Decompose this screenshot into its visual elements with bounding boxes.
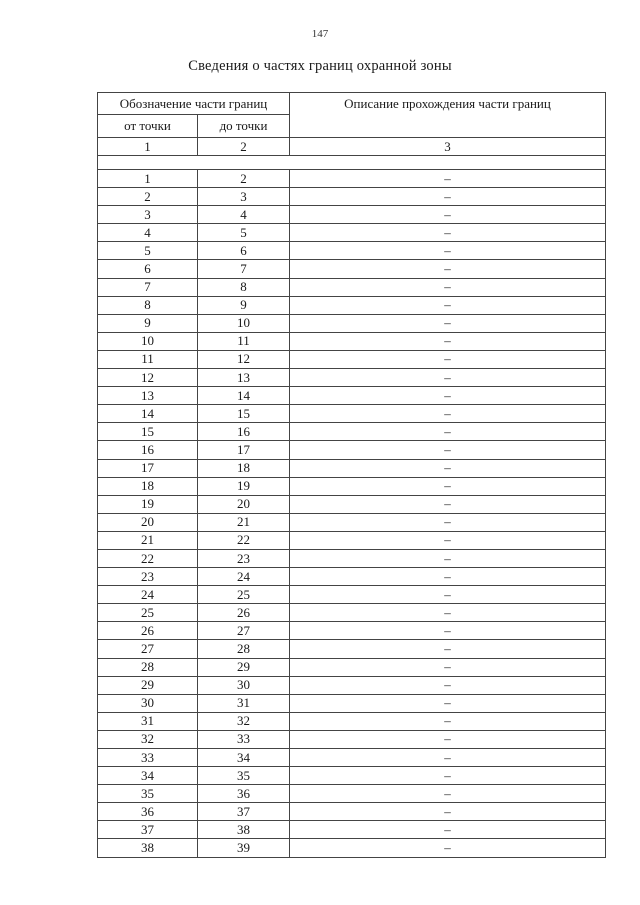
description-cell: – (290, 350, 606, 368)
from-point-cell: 14 (98, 405, 198, 423)
table-row (98, 531, 606, 549)
table-row (98, 568, 606, 586)
description-cell: – (290, 730, 606, 748)
to-point-cell: 23 (198, 549, 290, 567)
table-row (98, 839, 606, 857)
table-row (98, 278, 606, 296)
table-row (98, 459, 606, 477)
table-row (98, 224, 606, 242)
from-point-cell: 4 (98, 224, 198, 242)
to-point-cell: 37 (198, 803, 290, 821)
description-cell: – (290, 495, 606, 513)
table-body (98, 93, 606, 858)
table-row (98, 730, 606, 748)
from-point-cell: 6 (98, 260, 198, 278)
column-number-2: 2 (198, 138, 290, 156)
description-cell: – (290, 170, 606, 188)
description-cell: – (290, 206, 606, 224)
header-to-cell: до точки (198, 115, 290, 138)
to-point-cell: 14 (198, 387, 290, 405)
from-point-cell: 33 (98, 749, 198, 767)
table-row (98, 767, 606, 785)
column-number-1: 1 (98, 138, 198, 156)
description-cell: – (290, 531, 606, 549)
description-cell: – (290, 803, 606, 821)
from-point-cell: 25 (98, 604, 198, 622)
header-row (98, 93, 606, 115)
description-cell: – (290, 694, 606, 712)
description-cell: – (290, 568, 606, 586)
from-point-cell: 22 (98, 549, 198, 567)
description-cell: – (290, 640, 606, 658)
description-cell: – (290, 242, 606, 260)
description-cell: – (290, 387, 606, 405)
to-point-cell: 11 (198, 332, 290, 350)
to-point-cell: 29 (198, 658, 290, 676)
table-row (98, 423, 606, 441)
to-point-cell: 9 (198, 296, 290, 314)
to-point-cell: 24 (198, 568, 290, 586)
description-cell: – (290, 332, 606, 350)
page-number: 147 (311, 28, 329, 40)
from-point-cell: 37 (98, 821, 198, 839)
description-cell: – (290, 224, 606, 242)
to-point-cell: 7 (198, 260, 290, 278)
description-cell: – (290, 785, 606, 803)
header-description-cell: Описание прохождения части границ (290, 93, 606, 138)
table-row (98, 260, 606, 278)
to-point-cell: 38 (198, 821, 290, 839)
table-row (98, 658, 606, 676)
description-cell: – (290, 459, 606, 477)
description-cell: – (290, 314, 606, 332)
to-point-cell: 6 (198, 242, 290, 260)
to-point-cell: 39 (198, 839, 290, 857)
description-cell: – (290, 676, 606, 694)
from-point-cell: 18 (98, 477, 198, 495)
to-point-cell: 30 (198, 676, 290, 694)
to-point-cell: 4 (198, 206, 290, 224)
spacer-row (98, 156, 606, 170)
table-row (98, 513, 606, 531)
page-title: Сведения о частях границ охранной зоны (188, 58, 452, 74)
to-point-cell: 25 (198, 586, 290, 604)
header-from-cell: от точки (98, 115, 198, 138)
from-point-cell: 3 (98, 206, 198, 224)
from-point-cell: 29 (98, 676, 198, 694)
table-row (98, 821, 606, 839)
to-point-cell: 28 (198, 640, 290, 658)
description-cell: – (290, 658, 606, 676)
table-row (98, 749, 606, 767)
table-row (98, 604, 606, 622)
description-cell: – (290, 405, 606, 423)
to-point-cell: 2 (198, 170, 290, 188)
description-cell: – (290, 767, 606, 785)
from-point-cell: 35 (98, 785, 198, 803)
description-cell: – (290, 712, 606, 730)
to-point-cell: 35 (198, 767, 290, 785)
table-row (98, 803, 606, 821)
to-point-cell: 27 (198, 622, 290, 640)
to-point-cell: 10 (198, 314, 290, 332)
from-point-cell: 28 (98, 658, 198, 676)
description-cell: – (290, 622, 606, 640)
to-point-cell: 18 (198, 459, 290, 477)
from-point-cell: 34 (98, 767, 198, 785)
to-point-cell: 31 (198, 694, 290, 712)
to-point-cell: 33 (198, 730, 290, 748)
to-point-cell: 16 (198, 423, 290, 441)
table-row (98, 242, 606, 260)
boundary-table (97, 92, 606, 858)
table-row (98, 314, 606, 332)
from-point-cell: 16 (98, 441, 198, 459)
from-point-cell: 17 (98, 459, 198, 477)
description-cell: – (290, 477, 606, 495)
from-point-cell: 5 (98, 242, 198, 260)
from-point-cell: 13 (98, 387, 198, 405)
from-point-cell: 19 (98, 495, 198, 513)
description-cell: – (290, 821, 606, 839)
table-row (98, 350, 606, 368)
description-cell: – (290, 586, 606, 604)
to-point-cell: 19 (198, 477, 290, 495)
from-point-cell: 24 (98, 586, 198, 604)
table-row (98, 206, 606, 224)
table-row (98, 405, 606, 423)
from-point-cell: 15 (98, 423, 198, 441)
from-point-cell: 27 (98, 640, 198, 658)
table-row (98, 332, 606, 350)
table-row (98, 296, 606, 314)
from-point-cell: 8 (98, 296, 198, 314)
from-point-cell: 12 (98, 369, 198, 387)
from-point-cell: 32 (98, 730, 198, 748)
table-row (98, 640, 606, 658)
to-point-cell: 5 (198, 224, 290, 242)
header-group-cell: Обозначение части границ (98, 93, 290, 115)
to-point-cell: 8 (198, 278, 290, 296)
table-row (98, 586, 606, 604)
to-point-cell: 17 (198, 441, 290, 459)
description-cell: – (290, 369, 606, 387)
table-row (98, 369, 606, 387)
from-point-cell: 9 (98, 314, 198, 332)
column-number-3: 3 (290, 138, 606, 156)
description-cell: – (290, 296, 606, 314)
to-point-cell: 22 (198, 531, 290, 549)
to-point-cell: 15 (198, 405, 290, 423)
from-point-cell: 38 (98, 839, 198, 857)
to-point-cell: 3 (198, 188, 290, 206)
spacer-cell (98, 156, 606, 170)
from-point-cell: 2 (98, 188, 198, 206)
from-point-cell: 23 (98, 568, 198, 586)
table-row (98, 694, 606, 712)
table-row (98, 785, 606, 803)
from-point-cell: 30 (98, 694, 198, 712)
table-row (98, 477, 606, 495)
table-row (98, 188, 606, 206)
from-point-cell: 26 (98, 622, 198, 640)
to-point-cell: 12 (198, 350, 290, 368)
description-cell: – (290, 278, 606, 296)
to-point-cell: 20 (198, 495, 290, 513)
to-point-cell: 32 (198, 712, 290, 730)
to-point-cell: 21 (198, 513, 290, 531)
to-point-cell: 36 (198, 785, 290, 803)
description-cell: – (290, 839, 606, 857)
from-point-cell: 1 (98, 170, 198, 188)
from-point-cell: 11 (98, 350, 198, 368)
table-row (98, 170, 606, 188)
table-row (98, 676, 606, 694)
description-cell: – (290, 423, 606, 441)
table-row (98, 549, 606, 567)
to-point-cell: 34 (198, 749, 290, 767)
table-row (98, 622, 606, 640)
description-cell: – (290, 604, 606, 622)
table-row (98, 387, 606, 405)
description-cell: – (290, 188, 606, 206)
table-row (98, 495, 606, 513)
table-row (98, 712, 606, 730)
from-point-cell: 21 (98, 531, 198, 549)
from-point-cell: 36 (98, 803, 198, 821)
to-point-cell: 13 (198, 369, 290, 387)
description-cell: – (290, 549, 606, 567)
column-number-row (98, 138, 606, 156)
description-cell: – (290, 749, 606, 767)
from-point-cell: 20 (98, 513, 198, 531)
to-point-cell: 26 (198, 604, 290, 622)
description-cell: – (290, 441, 606, 459)
from-point-cell: 31 (98, 712, 198, 730)
from-point-cell: 7 (98, 278, 198, 296)
table-row (98, 441, 606, 459)
from-point-cell: 10 (98, 332, 198, 350)
description-cell: – (290, 260, 606, 278)
description-cell: – (290, 513, 606, 531)
